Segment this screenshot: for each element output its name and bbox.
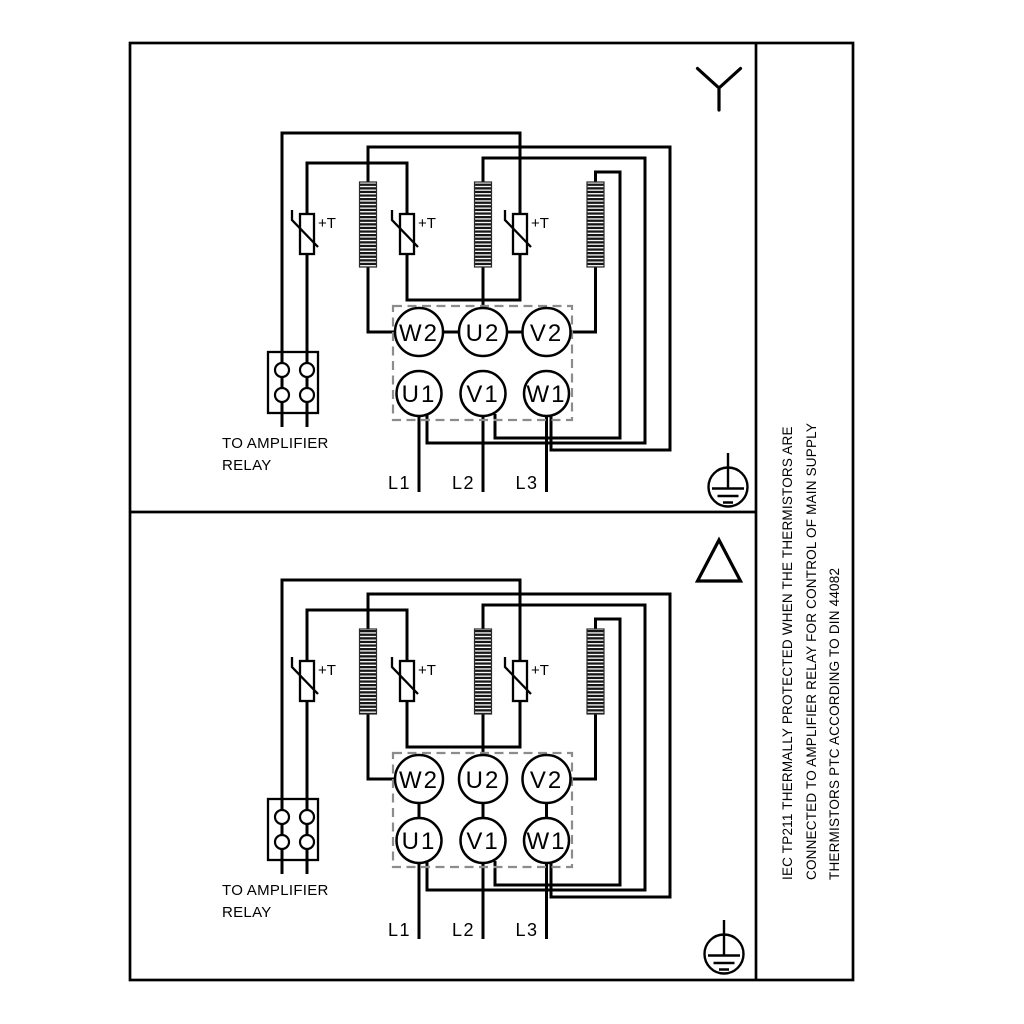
connector-pin (275, 835, 289, 849)
supply-label-l3: L3 (515, 920, 539, 940)
wire-coil3-to-terminal-v2 (571, 267, 596, 332)
wire-thermistor-link-bottom (407, 701, 520, 747)
wire-coil1-to-terminal-w2 (368, 267, 395, 332)
delta-connection-icon (698, 540, 741, 581)
thermistor-label: +T (418, 215, 436, 232)
thermistor-3 (505, 210, 549, 254)
motor-winding-w (360, 629, 377, 714)
connector-pin (275, 363, 289, 377)
wire-thermistor-link-top (307, 163, 407, 214)
side-note-line-1: IEC TP211 THERMALLY PROTECTED WHEN THE THERMISTORS ARE (780, 426, 795, 880)
terminal-row-bottom (397, 818, 570, 863)
terminal-label-w2: W2 (399, 767, 439, 794)
thermistor-2 (392, 657, 436, 701)
connector-pin (300, 388, 314, 402)
connector-pin (300, 363, 314, 377)
wire-thermistor-link-bottom (407, 254, 520, 300)
thermistor-label: +T (318, 215, 336, 232)
terminal-row-top (395, 308, 571, 356)
relay-note-line2: RELAY (222, 904, 272, 921)
ground-icon (705, 920, 744, 974)
terminal-label-u1: U1 (401, 381, 437, 408)
connector-pin (275, 810, 289, 824)
motor-winding-w (360, 182, 377, 267)
terminal-label-v1: V1 (466, 828, 500, 855)
star-connection-icon (698, 69, 741, 111)
amplifier-relay-connector (268, 799, 318, 860)
amplifier-relay-connector (268, 352, 318, 413)
ground-icon (709, 453, 748, 507)
supply-label-l1: L1 (387, 920, 411, 940)
terminal-label-v2: V2 (529, 767, 564, 794)
delta-panel (222, 540, 744, 974)
motor-winding-u (475, 629, 492, 714)
thermistor-label: +T (318, 662, 336, 679)
terminal-label-v1: V1 (466, 381, 500, 408)
terminal-label-v2: V2 (529, 320, 564, 347)
thermistor-3 (505, 657, 549, 701)
relay-note-line1: TO AMPLIFIER (222, 435, 329, 452)
terminal-label-u1: U1 (401, 828, 437, 855)
connector-pin (300, 835, 314, 849)
terminal-row-bottom (397, 371, 570, 416)
terminal-row-top (395, 755, 571, 803)
connector-body (268, 352, 318, 413)
connector-body (268, 799, 318, 860)
motor-winding-v (587, 629, 604, 714)
terminal-label-u2: U2 (465, 767, 501, 794)
connector-pin (300, 810, 314, 824)
wire-coil3-to-terminal-v2 (571, 714, 596, 779)
side-note-line-3: THERMISTORS PTC ACCORDING TO DIN 44082 (827, 567, 842, 880)
star-panel (222, 69, 748, 507)
connector-pin (275, 388, 289, 402)
thermistor-2 (392, 210, 436, 254)
supply-label-l2: L2 (451, 920, 475, 940)
supply-label-l1: L1 (387, 473, 411, 493)
side-note-column (780, 423, 842, 880)
motor-winding-v (587, 182, 604, 267)
relay-note-line1: TO AMPLIFIER (222, 882, 329, 899)
terminal-label-u2: U2 (465, 320, 501, 347)
thermistor-1 (292, 657, 336, 701)
thermistor-label: +T (531, 662, 549, 679)
thermistor-label: +T (531, 215, 549, 232)
side-note-line-2: CONNECTED TO AMPLIFIER RELAY FOR CONTROL OF MAIN SUPPLY (804, 422, 819, 880)
terminal-label-w1: W1 (526, 381, 567, 408)
supply-label-l2: L2 (451, 473, 475, 493)
motor-winding-u (475, 182, 492, 267)
relay-note-line2: RELAY (222, 457, 272, 474)
terminal-label-w1: W1 (526, 828, 567, 855)
terminal-label-w2: W2 (399, 320, 439, 347)
supply-label-l3: L3 (515, 473, 539, 493)
wire-thermistor-link-top (307, 610, 407, 661)
thermistor-label: +T (418, 662, 436, 679)
wire-coil1-to-terminal-w2 (368, 714, 395, 779)
thermistor-1 (292, 210, 336, 254)
